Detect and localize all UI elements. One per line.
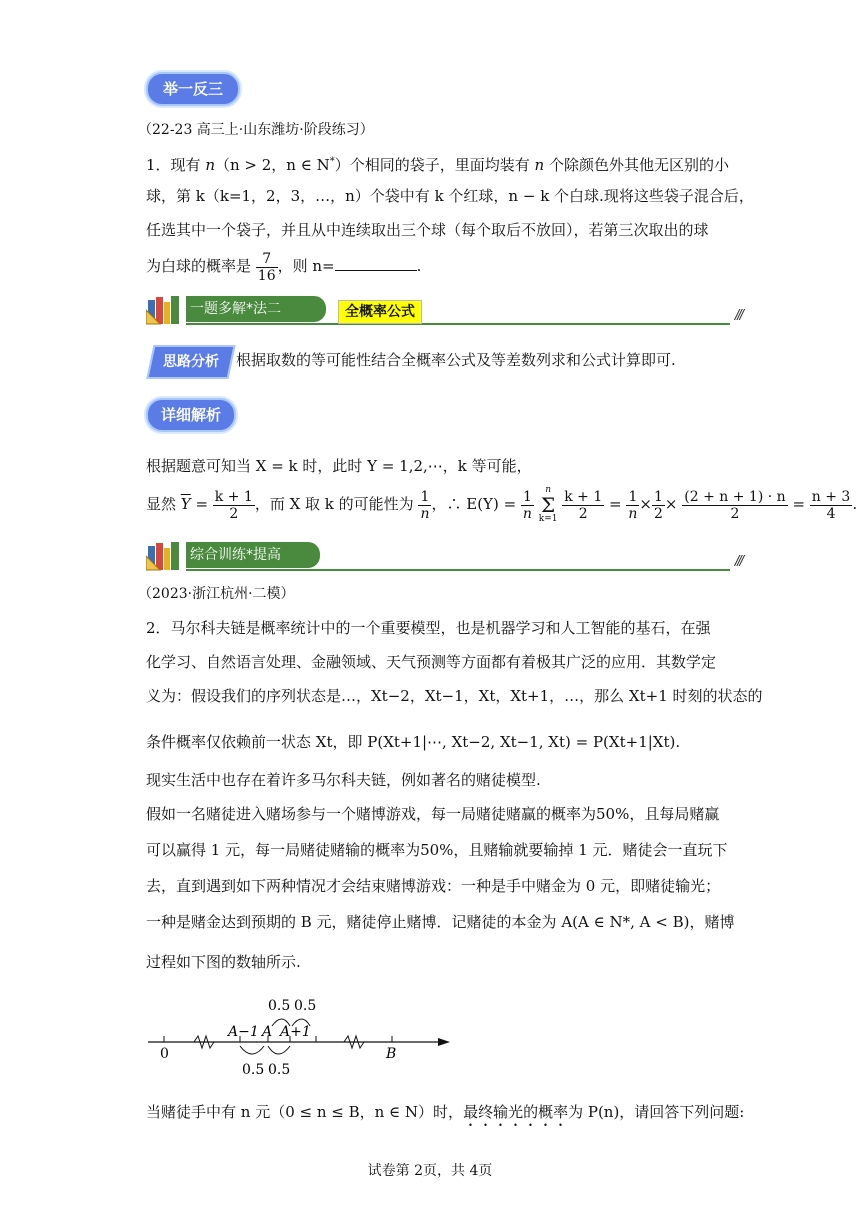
number-line-diagram — [140, 990, 460, 1080]
f6-num: 1 — [654, 488, 663, 505]
banner-practice — [146, 540, 742, 572]
idea-tag — [146, 345, 235, 379]
q1-var-n: n — [205, 156, 215, 174]
frac-1-n — [418, 489, 431, 522]
f1-den: 2 — [229, 505, 239, 522]
f4-den: 2 — [578, 505, 588, 522]
q2-line-1: 2．马尔科夫链是概率统计中的一个重要模型，也是机器学习和人工智能的基石，在强 — [146, 619, 711, 637]
q2-line-3: 义为：假设我们的序列状态是…，Xt−2，Xt−1，Xt，Xt+1，…，那么 Xt+1 时刻的状态的 — [146, 687, 763, 705]
sum-symbol — [539, 485, 558, 525]
sol-eq: = — [190, 495, 213, 513]
sol-text-d: ，∴ E(Y) = — [431, 495, 521, 513]
example-tag — [146, 72, 240, 106]
page-footer: 试卷第 2页，共 4页 — [367, 1163, 493, 1179]
q1-frac-num: 7 — [256, 251, 278, 268]
q1-period: . — [416, 257, 422, 275]
solution-line-1: 根据题意可知当 X = k 时，此时 Y = 1,2,⋯，k 等可能， — [146, 457, 532, 475]
q2-line-6: 假如一名赌徒进入赌场参与一个赌博游戏，每一局赌徒赌赢的概率为50%，且每局赌赢 — [146, 805, 720, 823]
source-1: （22-23 高三上·山东潍坊·阶段练习） — [138, 122, 374, 138]
times-1: × — [639, 495, 652, 513]
sol-eq3: = — [787, 495, 810, 513]
f2-den: n — [420, 505, 430, 522]
q2-p11a: 当赌徒手中有 n 元（0 ≤ n ≤ B，n ∈ N）时， — [146, 1103, 464, 1121]
q2-line-4: 条件概率仅依赖前一状态 Xt，即 P(Xt+1|⋯, Xt−2, Xt−1, Xt) = P(Xt+1|Xt). — [146, 733, 681, 751]
answer-blank[interactable] — [335, 256, 417, 271]
frac-1-n-b — [521, 489, 534, 522]
q1-line-4 — [146, 246, 421, 286]
q2-line-10: 过程如下图的数轴所示. — [146, 953, 301, 971]
q1-line-2: 球，第 k（k=1，2，3，…，n）个袋中有 k 个红球，n − k 个白球.现将这些袋子混合后， — [146, 187, 754, 205]
label-zero: 0 — [160, 1046, 169, 1062]
detail-tag — [146, 398, 236, 432]
q1-line-1 — [146, 152, 729, 175]
example-tag-label: 举一反三 — [162, 80, 223, 98]
q1-line-3: 任选其中一个袋子，并且从中连续取出三个球（每个取后不放回），若第三次取出的球 — [146, 221, 709, 239]
detail-tag-label: 详细解析 — [160, 406, 221, 424]
frac-k1-2 — [213, 489, 255, 522]
prob-down-2: 0.5 — [268, 1062, 291, 1078]
q2-line-11 — [146, 1102, 744, 1130]
q1-fraction — [256, 251, 278, 284]
axis-arrow — [438, 1038, 450, 1046]
sol-text-c: ，而 X 取 k 的可能性为 — [254, 495, 414, 513]
q2-p11c: 为 P(n)，请回答下列问题: — [568, 1103, 745, 1121]
sol-eq2: = — [604, 495, 627, 513]
prob-up-2: 0.5 — [294, 998, 317, 1014]
f8-num: n + 3 — [811, 488, 851, 505]
label-a: A — [262, 1024, 273, 1040]
arc-down-2 — [268, 1046, 290, 1054]
idea-text: 根据取数的等可能性结合全概率公式及等差数列求和公式计算即可. — [236, 351, 676, 369]
banner-method-2 — [146, 294, 742, 326]
frac-1-2 — [652, 489, 665, 522]
books-ruler-icon — [146, 294, 186, 326]
label-b: B — [386, 1046, 397, 1062]
times-2: × — [664, 495, 678, 513]
label-a-minus: A−1 — [228, 1024, 259, 1040]
q2-line-9: 一种是赌金达到预期的 B 元，赌徒停止赌博．记赌徒的本金为 A(A ∈ N*, A < B)，赌博 — [146, 913, 735, 931]
f7-den: 2 — [730, 505, 740, 522]
q1-frac-den: 16 — [257, 267, 276, 284]
banner-method-label: 一题多解*法二 — [186, 296, 326, 322]
books-ruler-icon-2 — [146, 540, 186, 572]
f1-num: k + 1 — [214, 488, 253, 505]
q1-text4: 为白球的概率是 — [146, 257, 252, 275]
q1-text: 1．现有 — [146, 156, 206, 174]
q2-line-7: 可以赢得 1 元，每一局赌徒赌输的概率为50%，且赌输就要输掉 1 元．赌徒会一直玩下 — [146, 841, 728, 859]
banner-practice-label: 综合训练*提高 — [186, 542, 320, 568]
slash-decoration: /// — [734, 308, 742, 323]
sol-end: . — [852, 495, 858, 513]
f3-num: 1 — [521, 489, 534, 506]
source-2: （2023·浙江杭州·二模） — [138, 586, 295, 602]
highlight-formula: 全概率公式 — [338, 300, 422, 324]
sol-text-a: 显然 — [146, 495, 181, 513]
q2-line-8: 去，直到遇到如下两种情况才会结束赌博游戏：一种是手中赌金为 0 元，即赌徒输光； — [146, 877, 721, 895]
solution-line-2 — [146, 484, 857, 525]
f4-num: k + 1 — [564, 488, 603, 505]
banner-line-2 — [186, 569, 730, 571]
q1-cond: （n > 2，n ∈ N — [214, 156, 330, 174]
label-a-plus: A+1 — [280, 1024, 311, 1040]
q1-text5: ，则 n= — [277, 257, 335, 275]
f2-num: 1 — [418, 489, 431, 506]
sum-top: n — [545, 485, 551, 495]
f5-den: n — [628, 505, 638, 522]
f5-num: 1 — [626, 489, 639, 506]
arc-down-1 — [240, 1046, 264, 1054]
frac-sum — [682, 489, 787, 522]
f6-den: 2 — [654, 505, 663, 522]
f7-num: (2 + n + 1) · n — [684, 488, 786, 505]
y-bar: $\overline{Y}$ — [180, 495, 191, 513]
slash-decoration-2: /// — [734, 554, 742, 569]
prob-up-1: 0.5 — [268, 998, 291, 1014]
q1-text2: ）个相同的袋子，里面均装有 — [334, 156, 535, 174]
frac-1-n-c — [626, 489, 639, 522]
q1-var-n2: n — [534, 156, 545, 174]
idea-tag-label: 思路分析 — [163, 354, 219, 370]
q2-line-2: 化学习、自然语言处理、金融领域、天气预测等方面都有着极其广泛的应用．其数学定 — [146, 653, 717, 671]
f3-den: n — [522, 505, 532, 522]
q2-p11b: 最终输光的概率 — [463, 1103, 569, 1121]
banner-line — [186, 323, 730, 325]
prob-down-1: 0.5 — [242, 1062, 265, 1078]
f8-den: 4 — [826, 505, 836, 522]
sum-sigma: Σ — [541, 493, 556, 517]
q1-text3: 个除颜色外其他无区别的小 — [544, 156, 729, 174]
frac-k1-2-b — [562, 489, 604, 522]
q1-star: * — [329, 156, 335, 167]
sum-bottom: k=1 — [538, 514, 558, 524]
frac-result — [810, 489, 853, 522]
q2-line-5: 现实生活中也存在着许多马尔科夫链，例如著名的赌徒模型. — [146, 771, 541, 789]
